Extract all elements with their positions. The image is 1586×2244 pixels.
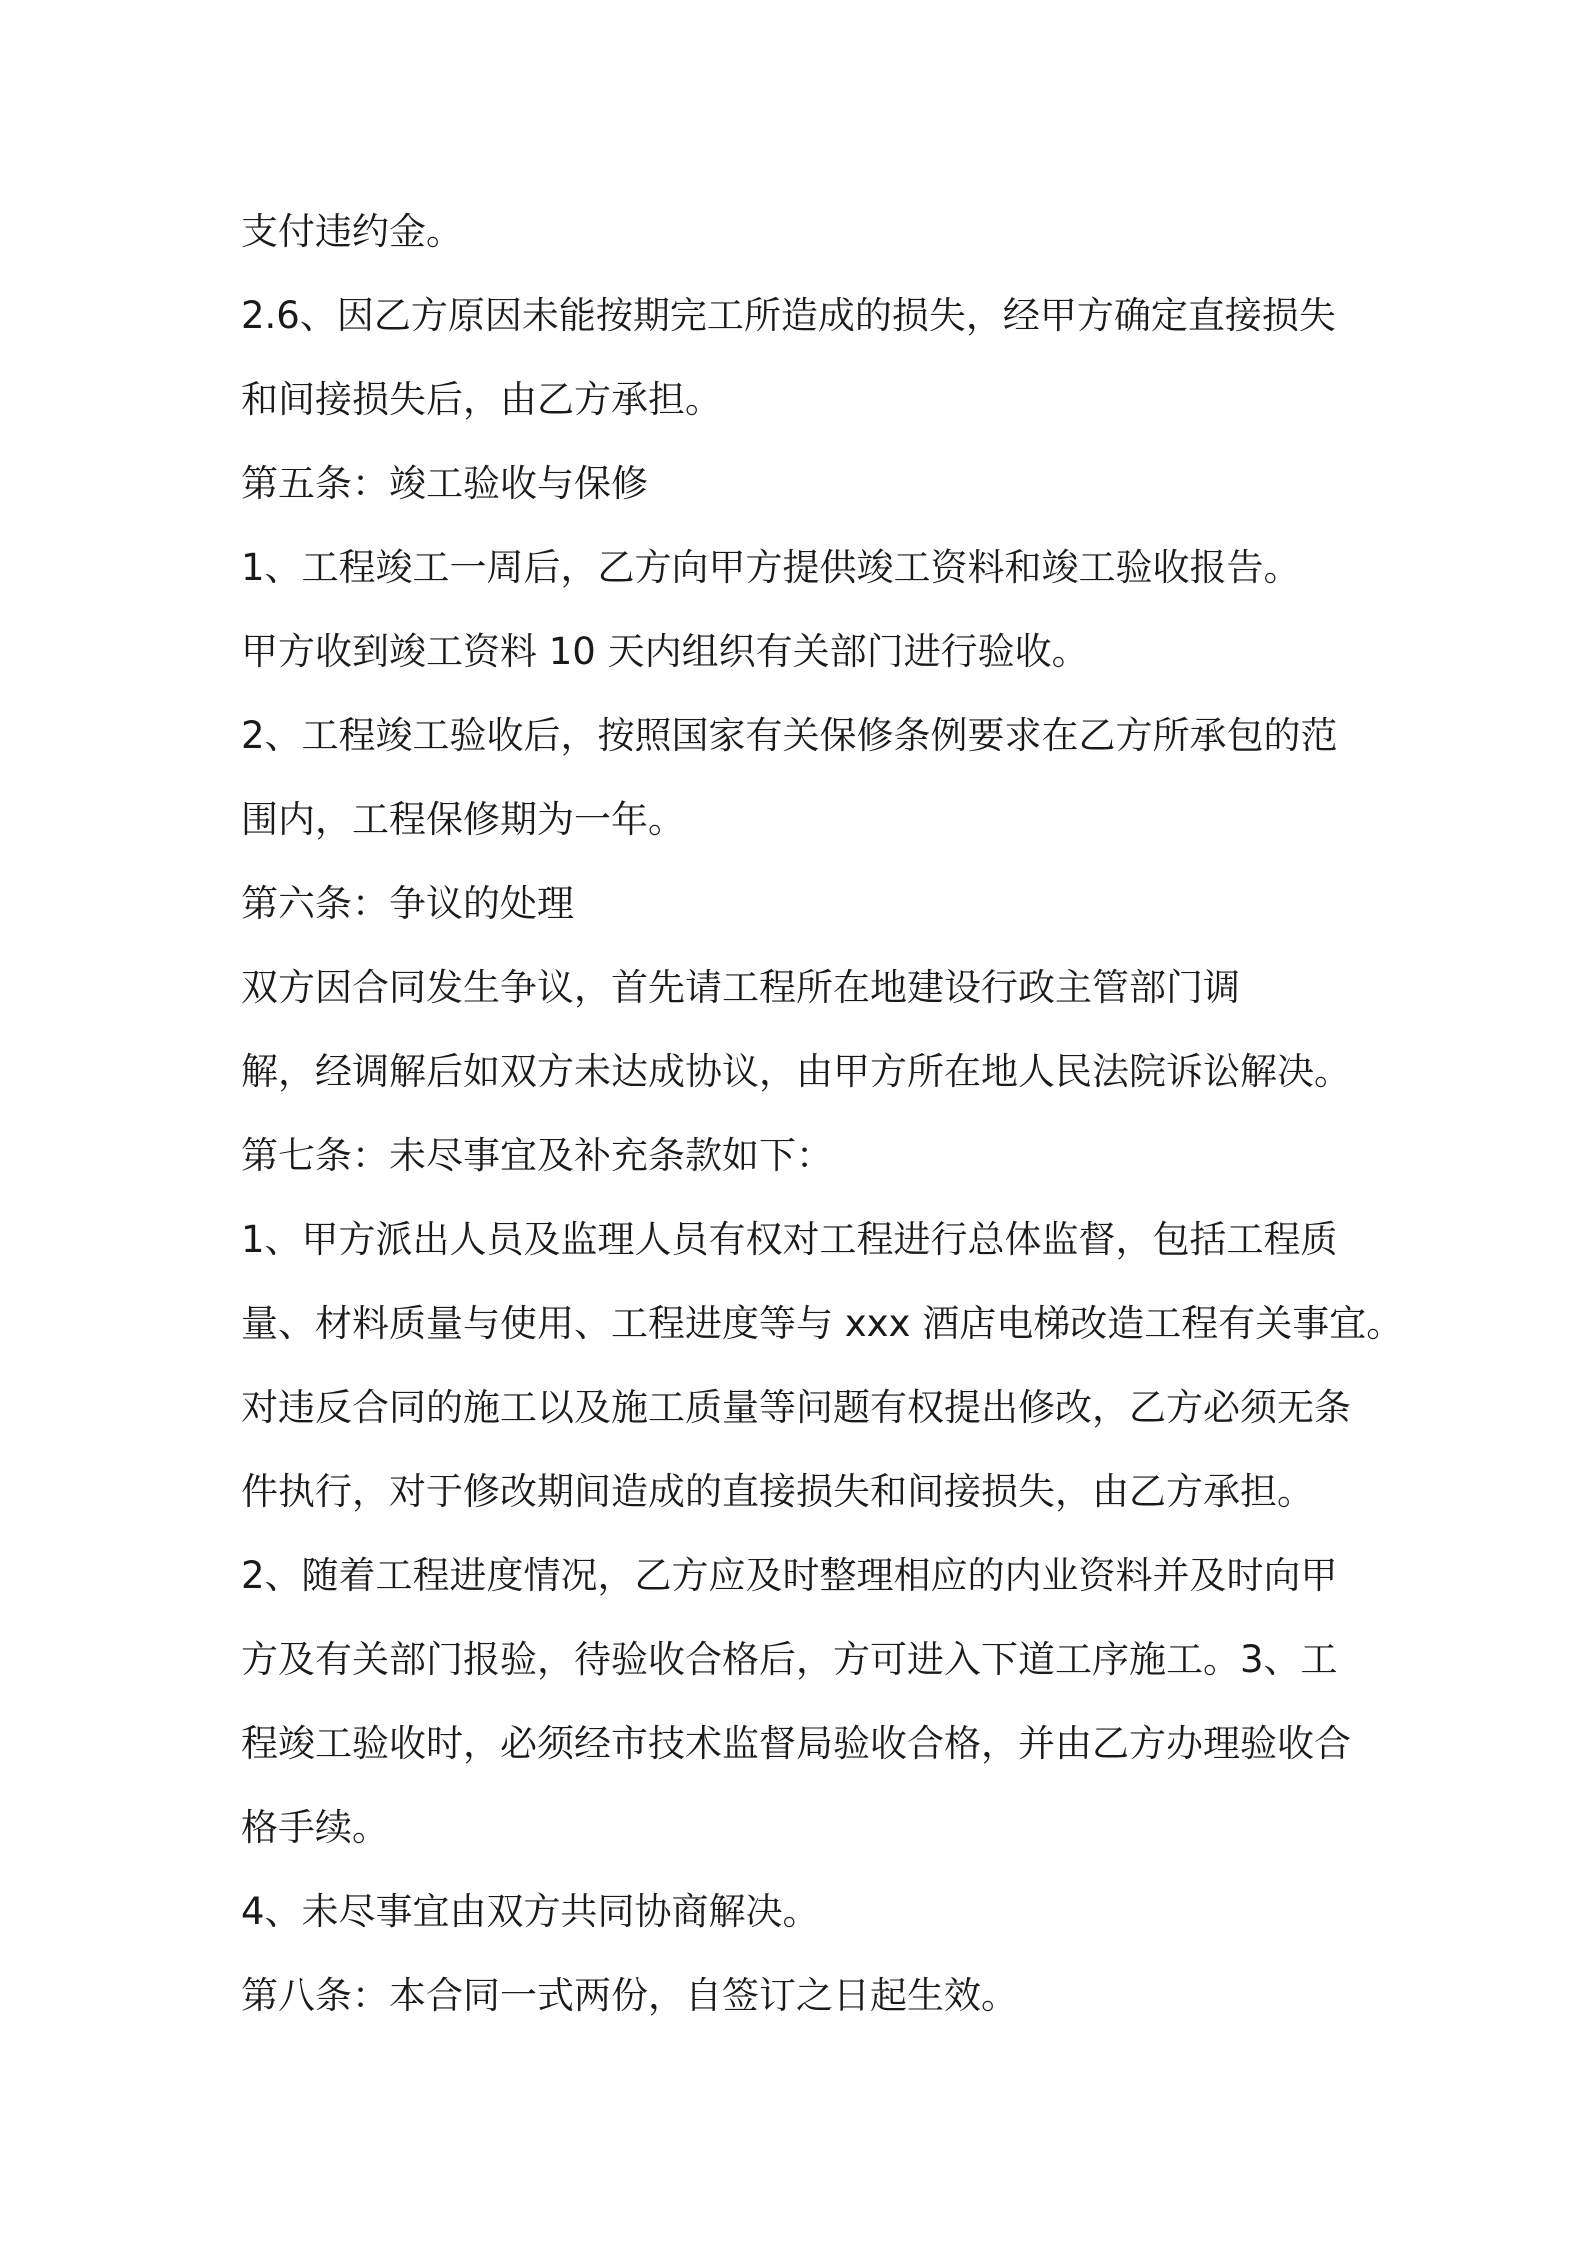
text-line: 解，经调解后如双方未达成协议，由甲方所在地人民法院诉讼解决。 <box>241 1050 1351 1093</box>
text-line: 2.6、因乙方原因未能按期完工所造成的损失，经甲方确定直接损失 <box>241 294 1336 337</box>
section-heading: 第八条：本合同一式两份，自签订之日起生效。 <box>241 1974 1018 2017</box>
text-line: 量、材料质量与使用、工程进度等与 xxx 酒店电梯改造工程有关事宜。 <box>241 1302 1404 1345</box>
text-line: 围内，工程保修期为一年。 <box>241 798 685 841</box>
text-line: 和间接损失后，由乙方承担。 <box>241 378 722 421</box>
text-line: 对违反合同的施工以及施工质量等问题有权提出修改，乙方必须无条 <box>241 1386 1351 1429</box>
text-line: 4、未尽事宜由双方共同协商解决。 <box>241 1890 820 1933</box>
text-line: 方及有关部门报验，待验收合格后，方可进入下道工序施工。3、工 <box>241 1638 1338 1681</box>
section-heading: 第六条：争议的处理 <box>241 882 574 925</box>
text-line: 2、随着工程进度情况，乙方应及时整理相应的内业资料并及时向甲 <box>241 1554 1338 1597</box>
text-line: 1、甲方派出人员及监理人员有权对工程进行总体监督，包括工程质 <box>241 1218 1338 1261</box>
text-line: 1、工程竣工一周后，乙方向甲方提供竣工资料和竣工验收报告。 <box>241 546 1301 589</box>
text-line: 2、工程竣工验收后，按照国家有关保修条例要求在乙方所承包的范 <box>241 714 1338 757</box>
section-heading: 第七条：未尽事宜及补充条款如下： <box>241 1134 833 1177</box>
text-line: 程竣工验收时，必须经市技术监督局验收合格，并由乙方办理验收合 <box>241 1722 1351 1765</box>
text-line: 件执行，对于修改期间造成的直接损失和间接损失，由乙方承担。 <box>241 1470 1314 1513</box>
text-line: 甲方收到竣工资料 10 天内组织有关部门进行验收。 <box>241 630 1089 673</box>
text-line: 格手续。 <box>241 1806 389 1849</box>
text-line: 双方因合同发生争议，首先请工程所在地建设行政主管部门调 <box>241 966 1240 1009</box>
contract-text <box>241 190 1404 2038</box>
section-heading: 第五条：竣工验收与保修 <box>241 462 648 505</box>
text-line: 支付违约金。 <box>241 210 463 253</box>
